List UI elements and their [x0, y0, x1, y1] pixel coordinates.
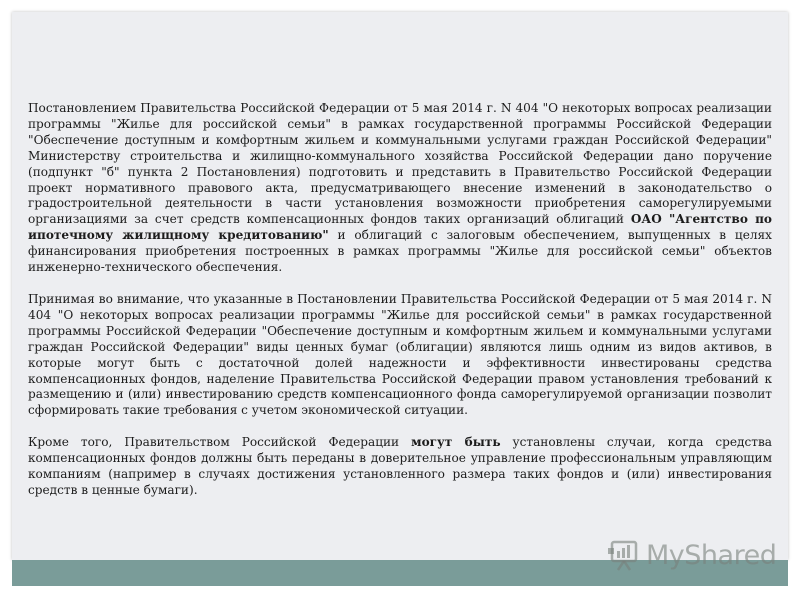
- paragraph-3: [28, 435, 772, 499]
- paragraph-1: [28, 101, 772, 276]
- watermark-text: MyShared: [646, 539, 777, 571]
- paragraph-1-text-a: Постановлением Правительства Российской Федерации от 5 мая 2014 г. N 404 "О некоторых вопросах реализации программы "Жилье для российской семьи" в рамках государственной программы Российской Федерации "Обеспечение доступным и комфортным жильем и коммунальными услугами граждан Российской Федерации" Министерству строительства и жилищно-коммунального хозяйства Российской Федерации дано поручение (подпункт "б" пункта 2 Постановления) подготовить и представить в Правительство Российской Федерации проект нормативного правового акта, предусматривающего внесение изменений в законодательство о градостроительной деятельности в части установления возможности приобретения саморегулируемыми организациями за счет средств компенсационных фондов таких организаций облигаций: [28, 101, 772, 227]
- paragraph-1-text-b: и облигаций с залоговым обеспечением, выпущенных в целях финансирования приобретения построенных в рамках программы "Жилье для российской семьи" объектов инженерно-технического обеспечения.: [28, 228, 772, 275]
- paragraph-3-text-b: установлены случаи, когда средства компенсационных фондов должны быть переданы в доверительное управление профессиональным управляющим компаниям (например в случаях достижения установленного размера таких фондов и (или) инвестирования средств в ценные бумаги).: [28, 435, 772, 497]
- paragraph-3-text-a: Кроме того, Правительством Российской Федерации: [28, 435, 412, 450]
- paragraph-2-text: Принимая во внимание, что указанные в Постановлении Правительства Российской Федерации от 5 мая 2014 г. N 404 "О некоторых вопросах реализации программы "Жилье для российской семьи" в рамках государственной программы Российской Федерации "Обеспечение доступным и комфортным жильем и коммунальными услугами граждан Российской Федерации" виды ценных бумаг (облигации) являются лишь одним из видов активов, в которые могут быть с достаточной долей надежности и эффективности инвестированы средства компенсационных фондов, наделение Правительства Российской Федерации правом установления требований к размещению и (или) инвестированию средств компенсационного фонда саморегулируемой организации позволит сформировать такие требования с учетом экономической ситуации.: [28, 291, 772, 418]
- paragraph-3-bold-may-be: могут быть: [411, 435, 501, 450]
- paragraph-2: [28, 292, 772, 419]
- watermark: [606, 538, 776, 572]
- slide-body: [28, 101, 772, 515]
- paragraph-1-bold-agency: ОАО "Агентство по ипотечному жилищному кредитованию": [28, 212, 773, 243]
- myshared-logo-icon: [606, 538, 640, 572]
